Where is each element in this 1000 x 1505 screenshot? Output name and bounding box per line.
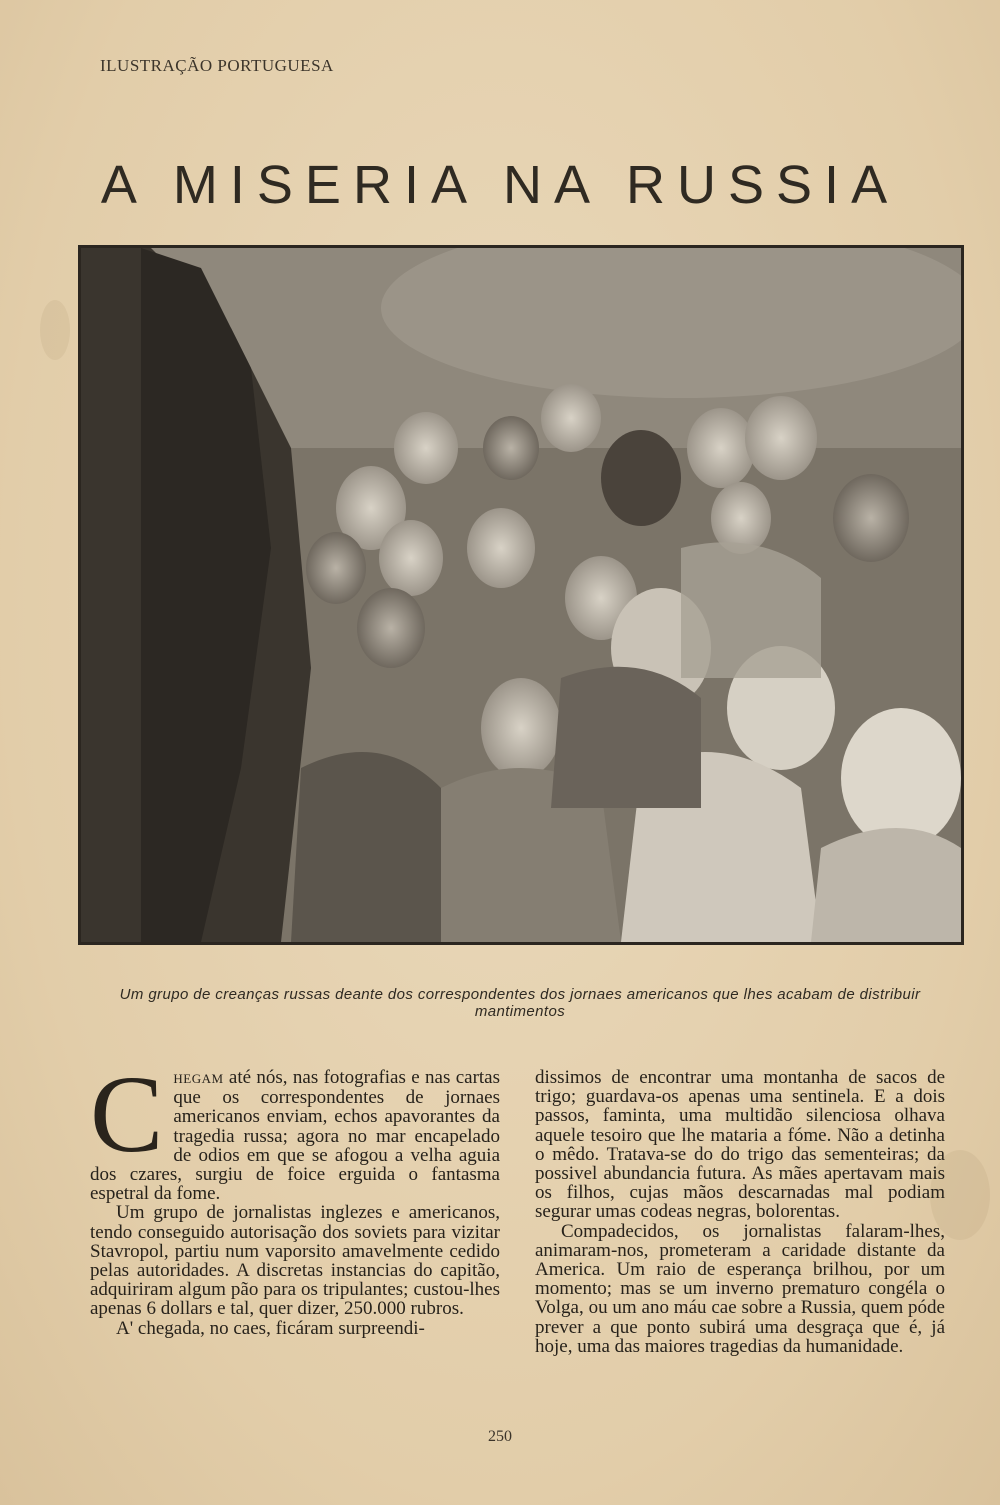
article-paragraph	[90, 1053, 500, 1205]
masthead: ILUSTRAÇÃO PORTUGUESA	[100, 56, 334, 75]
smallcaps-lead: HEGAM	[173, 1071, 224, 1086]
page-number: 250	[488, 1428, 512, 1445]
article-paragraph: Um grupo de jornalistas inglezes e americanos, tendo conseguido autorisação dos soviets para vizitar Stavropol, partiu num vaporsito amavelmente cedido pelas autoridades. A discretas instancias do capitão, adquiriram algum pão para os tripulantes; custou-lhes apenas 6 dollars e tal, quer dizer, 250.000 rubros.	[90, 1202, 500, 1320]
photo-caption: Um grupo de creanças russas deante dos correspondentes dos jornaes americanos que lhes acabam de distribuir mantimentos	[119, 986, 921, 1020]
paper-stain	[40, 300, 70, 360]
article-paragraph: dissimos de encontrar uma montanha de sacos de trigo; guardava-os apenas uma sentinela. E a dois passos, faminta, uma multidão silenciosa olhava aquele tesoiro que lhe mataria a fóme. Não a detinha o mêdo. Tratava-se do do trigo das sementeiras; da possivel abundancia futura. As mães apertavam mais os filhos, cujas mãos descarnadas mal podiam segurar umas codeas negras, bolorentas.	[535, 1067, 945, 1223]
crowd-photo-icon	[81, 248, 961, 942]
article-column-left	[90, 1053, 500, 1339]
article-column-right	[535, 1068, 945, 1356]
article-paragraph: Compadecidos, os jornalistas falaram-lhes, animaram-nos, prometeram a caridade distante da America. Um raio de esperança brilhou, por um momento; mas se um inverno prematuro congéla o Volga, ou um ano máu cae sobre a Russia, quem póde prever a que ponto subirá uma desgraça que é, já hoje, uma das maiores tragedias da humanidade.	[535, 1220, 945, 1357]
paragraph-text: até nós, nas fotografias e nas cartas que os correspondentes de jornaes americanos enviam, echos apavorantes da tragedia russa; agora no mar encapelado de odios em que se afogou a velha aguia dos czares, surgiu de foice erguida o fantasma espetral da fome.	[90, 1067, 500, 1205]
drop-cap: C	[90, 1053, 164, 1175]
crowd-photo	[78, 245, 964, 945]
page-title: A MISERIA NA RUSSIA	[100, 155, 900, 216]
article-paragraph: A' chegada, no caes, ficáram surpreendi-	[116, 1317, 425, 1339]
